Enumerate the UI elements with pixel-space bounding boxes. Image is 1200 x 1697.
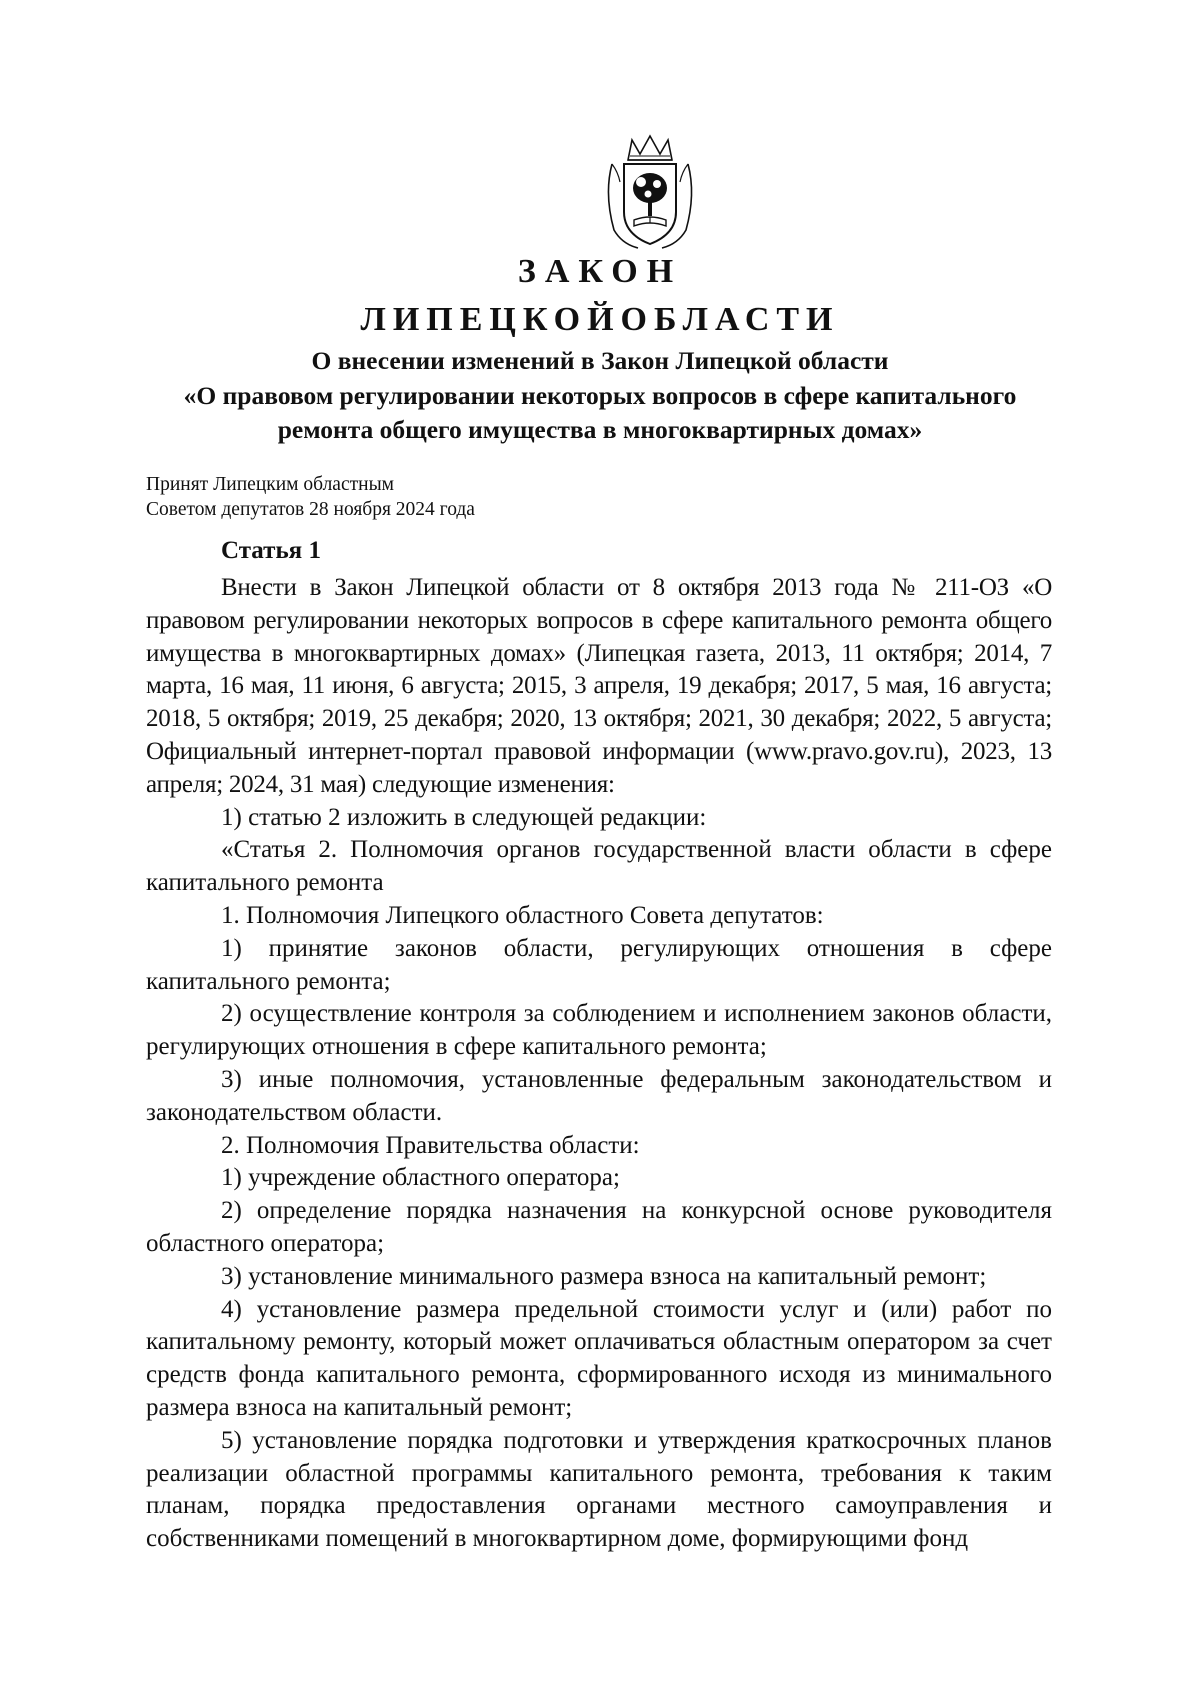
- paragraph: 4) установление размера предельной стоимости услуг и (или) работ по капитальному ремонту, который может оплачиваться областным оператором за счет средств фонда капитального ремонта, сформированного исходя из минимального размера взноса на капитальный ремонт;: [146, 1295, 1052, 1421]
- adoption-line: Принят Липецким областным: [146, 474, 395, 495]
- subtitle-line: «О правовом регулировании некоторых вопросов в сфере капитального: [183, 380, 1017, 410]
- article-body: [146, 572, 1052, 1556]
- subtitle-line: ремонта общего имущества в многоквартирных домах»: [277, 415, 923, 444]
- paragraph: 3) установление минимального размера взноса на капитальный ремонт;: [221, 1262, 987, 1290]
- law-title: ЗАКОН: [517, 253, 683, 290]
- paragraph: 2. Полномочия Правительства области:: [221, 1131, 640, 1159]
- paragraph: «Статья 2. Полномочия органов государственной власти области в сфере капитального ремонта: [146, 836, 1052, 897]
- paragraph: 1) статью 2 изложить в следующей редакции:: [221, 803, 707, 831]
- paragraph: Внести в Закон Липецкой области от 8 октября 2013 года № 211-ОЗ «О правовом регулировании некоторых вопросов в сфере капитального ремонта общего имущества в многоквартирных домах» (Липецкая газета, 2013, 11 октября; 2014, 7 марта, 16 мая, 11 июня, 6 августа; 2015, 3 апреля, 19 декабря; 2017, 5 мая, 16 августа; 2018, 5 октября; 2019, 25 декабря; 2020, 13 октября; 2021, 30 декабря; 2022, 5 августа; Официальный интернет-портал правовой информации (www.pravo.gov.ru), 2023, 13 апреля; 2024, 31 мая) следующие изменения:: [146, 574, 1052, 798]
- paragraph: 1. Полномочия Липецкого областного Совета депутатов:: [221, 901, 824, 929]
- paragraph: 5) установление порядка подготовки и утверждения краткосрочных планов реализации областной программы капитального ремонта, требования к таким планам, порядка предоставления органами местного самоуправления и собственниками помещений в многоквартирном доме, формирующими фонд: [146, 1426, 1052, 1553]
- paragraph: 1) принятие законов области, регулирующих отношения в сфере капитального ремонта;: [146, 934, 1052, 995]
- law-subtitle: [150, 344, 1050, 448]
- article-heading: Статья 1: [221, 537, 321, 564]
- region-title: ЛИПЕЦКОЙОБЛАСТИ: [360, 301, 840, 338]
- paragraph: 2) осуществление контроля за соблюдением и исполнением законов области, регулирующих отношения в сфере капитального ремонта;: [146, 1000, 1052, 1061]
- paragraph: 1) учреждение областного оператора;: [221, 1164, 620, 1192]
- adoption-note: [146, 472, 475, 522]
- adoption-line: Советом депутатов 28 ноября 2024 года: [146, 499, 475, 520]
- coat-of-arms-emblem: [598, 134, 702, 252]
- paragraph: 2) определение порядка назначения на конкурсной основе руководителя областного оператора;: [146, 1197, 1052, 1257]
- subtitle-line: О внесении изменений в Закон Липецкой области: [311, 346, 889, 375]
- paragraph: 3) иные полномочия, установленные федеральным законодательством и законодательством области.: [146, 1065, 1052, 1126]
